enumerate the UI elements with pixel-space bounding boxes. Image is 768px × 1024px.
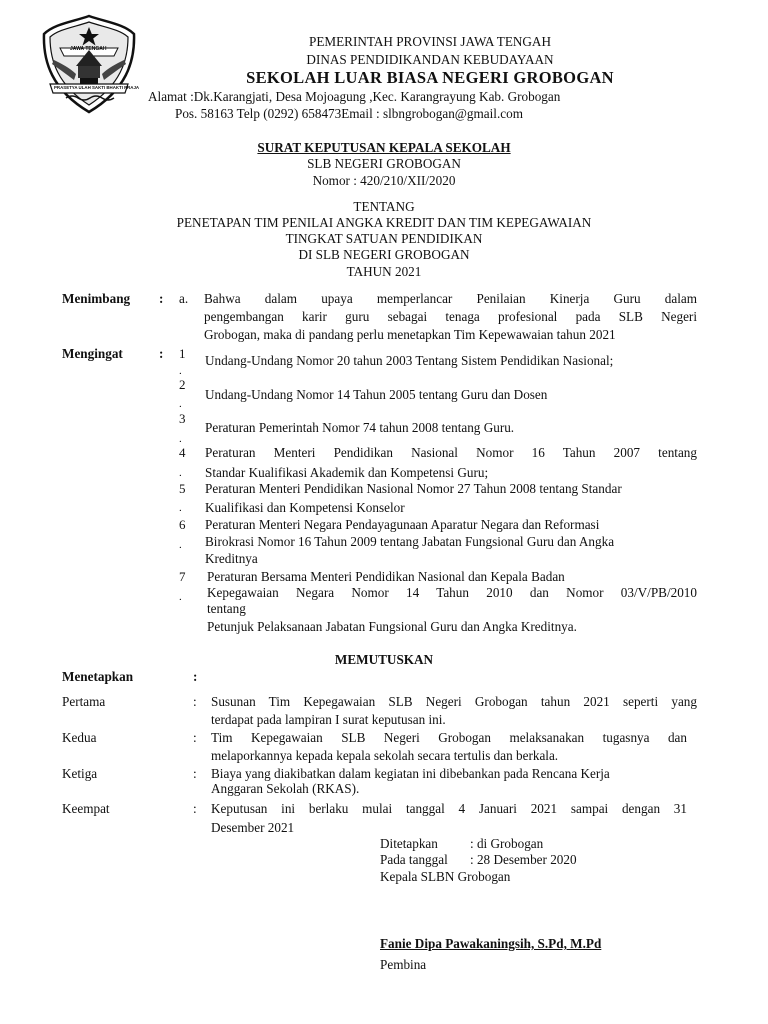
mengingat-dot-5: . [179,502,182,514]
decision-label-ketiga: Ketiga [62,766,98,781]
mengingat-dot-3: . [179,433,182,445]
decision-keempat-line-1: Keputusan ini berlaku mulai tanggal 4 Januari 2021 sampai dengan 31 [211,801,687,816]
signature-place-value: : di Grobogan [470,836,544,851]
letterhead-government: PEMERINTAH PROVINSI JAWA TENGAH [309,34,551,49]
mengingat-item-4-line-2: Standar Kualifikasi Akademik dan Kompetensi Guru; [205,465,489,480]
emblem-motto: PRASETYA ULAH SAKTI BHAKTI PRAJA [54,85,140,90]
mengingat-label: Mengingat [62,346,123,361]
mengingat-num-3: 3 [179,411,186,426]
decision-colon-ketiga: : [193,766,197,781]
signature-name: Fanie Dipa Pawakaningsih, S.Pd, M.Pd [380,936,602,951]
decree-title: SURAT KEPUTUSAN KEPALA SEKOLAH [257,140,511,155]
signature-rank: Pembina [380,957,427,972]
letterhead-school-name: SEKOLAH LUAR BIASA NEGERI GROBOGAN [246,68,614,87]
menimbang-colon: : [159,291,164,306]
decree-issuer: SLB NEGERI GROBOGAN [307,156,461,171]
decision-kedua-line-1: Tim Kepegawaian SLB Negeri Grobogan melaksanakan tugasnya dan [211,730,687,745]
menimbang-marker: a. [179,291,189,306]
menetapkan-label: Menetapkan [62,669,134,684]
mengingat-item-7-line-4: Petunjuk Pelaksanaan Jabatan Fungsional Guru dan Angka Kreditnya. [207,619,577,634]
mengingat-num-6: 6 [179,517,186,532]
decision-colon-pertama: : [193,694,197,709]
decision-ketiga-line-2: Anggaran Sekolah (RKAS). [211,781,360,796]
mengingat-item-7-line-2: Kepegawaian Negara Nomor 14 Tahun 2010 dan Nomor 03/V/PB/2010 [207,585,697,600]
mengingat-item-6-line-1: Peraturan Menteri Negara Pendayagunaan Aparatur Negara dan Reformasi [205,517,600,532]
letterhead-department: DINAS PENDIDIKANDAN KEBUDAYAAN [306,52,554,67]
mengingat-num-2: 2 [179,377,186,392]
signature-date-value: : 28 Desember 2020 [470,852,577,867]
mengingat-item-2-line-1: Undang-Undang Nomor 14 Tahun 2005 tentang Guru dan Dosen [205,387,548,402]
decree-subject-3: DI SLB NEGERI GROBOGAN [298,247,470,262]
decision-colon-kedua: : [193,730,197,745]
jawa-tengah-emblem-icon [40,14,138,114]
letterhead-address: Alamat :Dk.Karangjati, Desa Mojoagung ,Kec. Karangrayung Kab. Grobogan [148,89,561,104]
mengingat-item-5-line-2: Kualifikasi dan Kompetensi Konselor [205,500,405,515]
decree-number: Nomor : 420/210/XII/2020 [312,173,456,188]
menimbang-line-3: Grobogan, maka di pandang perlu menetapkan Tim Kepewawaian tahun 2021 [204,327,616,342]
decree-subject-1: PENETAPAN TIM PENILAI ANGKA KREDIT DAN TIM KEPEGAWAIAN [176,215,592,230]
decision-heading: MEMUTUSKAN [334,652,434,667]
menimbang-line-1: Bahwa dalam upaya memperlancar Penilaian Kinerja Guru dalam [204,291,697,306]
decision-keempat-line-2: Desember 2021 [211,820,295,835]
mengingat-num-4: 4 [179,445,186,460]
decision-label-kedua: Kedua [62,730,97,745]
menimbang-label: Menimbang [62,291,131,306]
mengingat-num-1: 1 [179,346,186,361]
decision-pertama-line-2: terdapat pada lampiran I surat keputusan ini. [211,712,446,727]
decision-ketiga-line-1: Biaya yang diakibatkan dalam kegiatan ini dibebankan pada Rencana Kerja [211,766,610,781]
mengingat-item-4-line-1: Peraturan Menteri Pendidikan Nasional Nomor 16 Tahun 2007 tentang [205,445,697,460]
letterhead-contact: Pos. 58163 Telp (0292) 658473Email : slbngrobogan@gmail.com [175,106,523,121]
decision-kedua-line-2: melaporkannya kepada kepala sekolah secara tertulis dan berkala. [211,748,559,763]
mengingat-item-7-line-1: Peraturan Bersama Menteri Pendidikan Nasional dan Kepala Badan [207,569,565,584]
mengingat-item-6-line-3: Kreditnya [205,551,258,566]
emblem-caption: JAWA TENGAH [70,46,107,52]
mengingat-dot-7: . [179,591,182,603]
mengingat-dot-4: . [179,467,182,479]
mengingat-num-7: 7 [179,569,186,584]
mengingat-item-5-line-1: Peraturan Menteri Pendidikan Nasional Nomor 27 Tahun 2008 tentang Standar [205,481,622,496]
decision-pertama-line-1: Susunan Tim Kepegawaian SLB Negeri Grobogan tahun 2021 seperti yang [211,694,697,709]
signature-place-label: Ditetapkan [380,836,438,851]
mengingat-colon: : [159,346,164,361]
signature-position: Kepala SLBN Grobogan [380,869,511,884]
mengingat-dot-2: . [179,398,182,410]
mengingat-item-1-line-1: Undang-Undang Nomor 20 tahun 2003 Tentang Sistem Pendidikan Nasional; [205,353,614,368]
mengingat-num-5: 5 [179,481,186,496]
decree-about: TENTANG [353,199,415,214]
mengingat-dot-1: . [179,365,182,377]
mengingat-item-7-line-3: tentang [207,601,246,616]
menimbang-line-2: pengembangan karir guru sebagai tenaga profesional pada SLB Negeri [204,309,697,324]
signature-date-label: Pada tanggal [380,852,448,867]
mengingat-dot-6: . [179,539,182,551]
menetapkan-colon: : [193,669,198,684]
decision-colon-keempat: : [193,801,197,816]
decision-label-pertama: Pertama [62,694,106,709]
mengingat-item-3-line-1: Peraturan Pemerintah Nomor 74 tahun 2008 tentang Guru. [205,420,515,435]
mengingat-item-6-line-2: Birokrasi Nomor 16 Tahun 2009 tentang Jabatan Fungsional Guru dan Angka [205,534,615,549]
decree-subject-2: TINGKAT SATUAN PENDIDIKAN [285,231,483,246]
decision-label-keempat: Keempat [62,801,110,816]
decree-subject-4: TAHUN 2021 [346,264,422,279]
province-emblem [40,14,138,114]
